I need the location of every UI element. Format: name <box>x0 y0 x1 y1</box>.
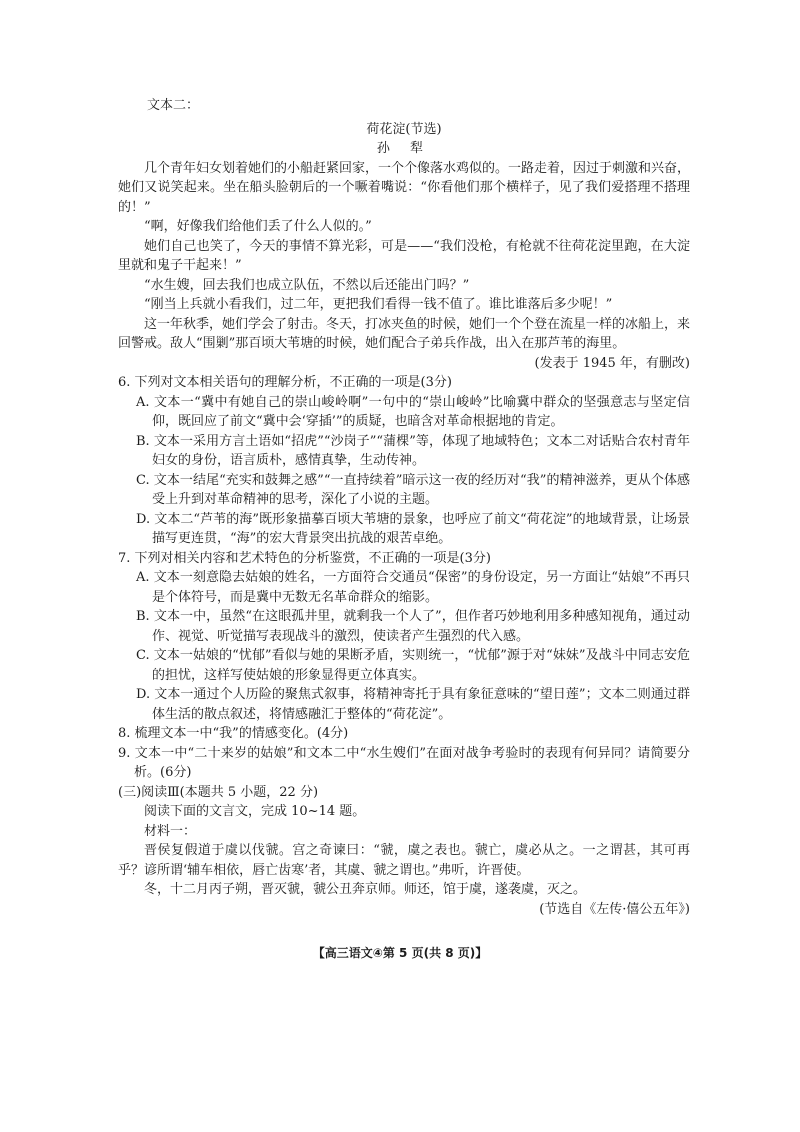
question-6-option-d: D. 文本二“芦苇的海”既形象描摹百顷大苇塘的景象，也呼应了前文“荷花淀”的地域背景，让场景描写更连贯，“海”的宏大背景突出抗战的艰苦卓绝。 <box>136 511 690 546</box>
reading-instruction: 阅读下面的文言文，完成 10~14 题。 <box>144 804 366 819</box>
story-paragraph: “啊，好像我们给他们丢了什么人似的。” <box>144 219 372 234</box>
question-9: 9. 文本一中“二十来岁的姑娘”和文本二中“水生嫂们”在面对战争考验时的表现有何异同？请简要分析。(6分) <box>118 745 690 780</box>
question-7-option-b: B. 文本一中，虽然“在这眼孤井里，就剩我一个人了”，但作者巧妙地利用多种感知视角，通过动作、视觉、听觉描写表现战斗的激烈，使读者产生强烈的代入感。 <box>136 609 690 644</box>
question-8: 8. 梳理文本一中“我”的情感变化。(4分) <box>118 726 349 741</box>
story-paragraph: 这一年秋季，她们学会了射击。冬天，打冰夹鱼的时候，她们一个个登在流星一样的冰船上，来回警戒。敌人“围剿”那百顷大苇塘的时候，她们配合子弟兵作战，出入在那芦苇的海里。 <box>118 316 691 351</box>
text2-label: 文本二： <box>147 98 200 113</box>
classical-source: (节选自《左传·僖公五年》) <box>539 901 690 917</box>
story-paragraph: 她们自己也笑了，今天的事情不算光彩，可是——“我们没枪，有枪就不往荷花淀里跑，在大淀里就和鬼子干起来！” <box>118 238 690 273</box>
question-7-option-d: D. 文本一通过个人历险的聚焦式叙事，将精神寄托于具有象征意味的“望日莲”；文本二则通过群体生活的散点叙述，将情感融汇于整体的“荷花淀”。 <box>136 687 690 722</box>
question-6-option-a: A. 文本一“冀中有她自己的崇山峻岭啊”一句中的“崇山峻岭”比喻冀中群众的坚强意志与坚定信仰，既回应了前文“冀中会‘穿插’”的质疑，也暗含对革命根据地的肯定。 <box>136 394 690 429</box>
question-6-option-c: C. 文本一结尾“充实和鼓舞之感”“一直持续着”暗示这一夜的经历对“我”的精神滋养，更从个体感受上升到对革命精神的思考，深化了小说的主题。 <box>136 472 690 507</box>
page-content <box>118 96 690 919</box>
story-title: 荷花淀(节选) <box>366 121 442 137</box>
question-7-stem: 7. 下列对相关内容和艺术特色的分析鉴赏，不正确的一项是(3分) <box>118 550 491 566</box>
story-paragraph: “水生嫂，回去我们也成立队伍，不然以后还能出门吗？” <box>144 277 470 293</box>
source-note: (发表于 1945 年，有删改) <box>534 355 690 371</box>
question-7-option-c: C. 文本一姑娘的“忧郁”看似与她的果断矛盾，实则统一，“忧郁”源于对“妹妹”及战斗中同志安危的担忧，这样写使姑娘的形象显得更立体真实。 <box>136 648 690 683</box>
page-footer: 【高三语文④第 5 页(共 8 页)】 <box>312 946 488 960</box>
material-label: 材料一： <box>144 823 197 839</box>
story-author: 孙 犁 <box>376 141 432 156</box>
question-7-option-a: A. 文本一刻意隐去姑娘的姓名，一方面符合交通员“保密”的身份设定，另一方面让“姑娘”不再只是个体符号，而是冀中无数无名革命群众的缩影。 <box>136 570 690 605</box>
section-3-heading: (三)阅读Ⅲ(本题共 5 小题，22 分) <box>118 784 319 800</box>
classical-paragraph: 晋侯复假道于虞以伐虢。宫之奇谏曰：“虢，虞之表也。虢亡，虞必从之。一之谓甚，其可再乎？谚所谓‘辅车相依，唇亡齿寒’者，其虞、虢之谓也。”弗听，许晋使。 <box>118 843 690 878</box>
question-6-option-b: B. 文本一采用方言土语如“招虎”“沙岗子”“蒲棵”等，体现了地域特色；文本二对话贴合农村青年妇女的身份，语言质朴，感情真挚，生动传神。 <box>136 433 690 468</box>
classical-paragraph: 冬，十二月丙子朔，晋灭虢，虢公丑奔京师。师还，馆于虞，遂袭虞，灭之。 <box>144 882 587 897</box>
story-paragraph: “刚当上兵就小看我们，过二年，更把我们看得一钱不值了。谁比谁落后多少呢！” <box>144 297 613 312</box>
question-6-stem: 6. 下列对文本相关语句的理解分析，不正确的一项是(3分) <box>118 375 452 390</box>
story-paragraph: 几个青年妇女划着她们的小船赶紧回家，一个个像落水鸡似的。一路走着，因过于刺激和兴奋，她们又说笑起来。坐在船头脸朝后的一个噘着嘴说：“你看他们那个横样子，见了我们爱搭理不搭理的！” <box>118 160 691 215</box>
